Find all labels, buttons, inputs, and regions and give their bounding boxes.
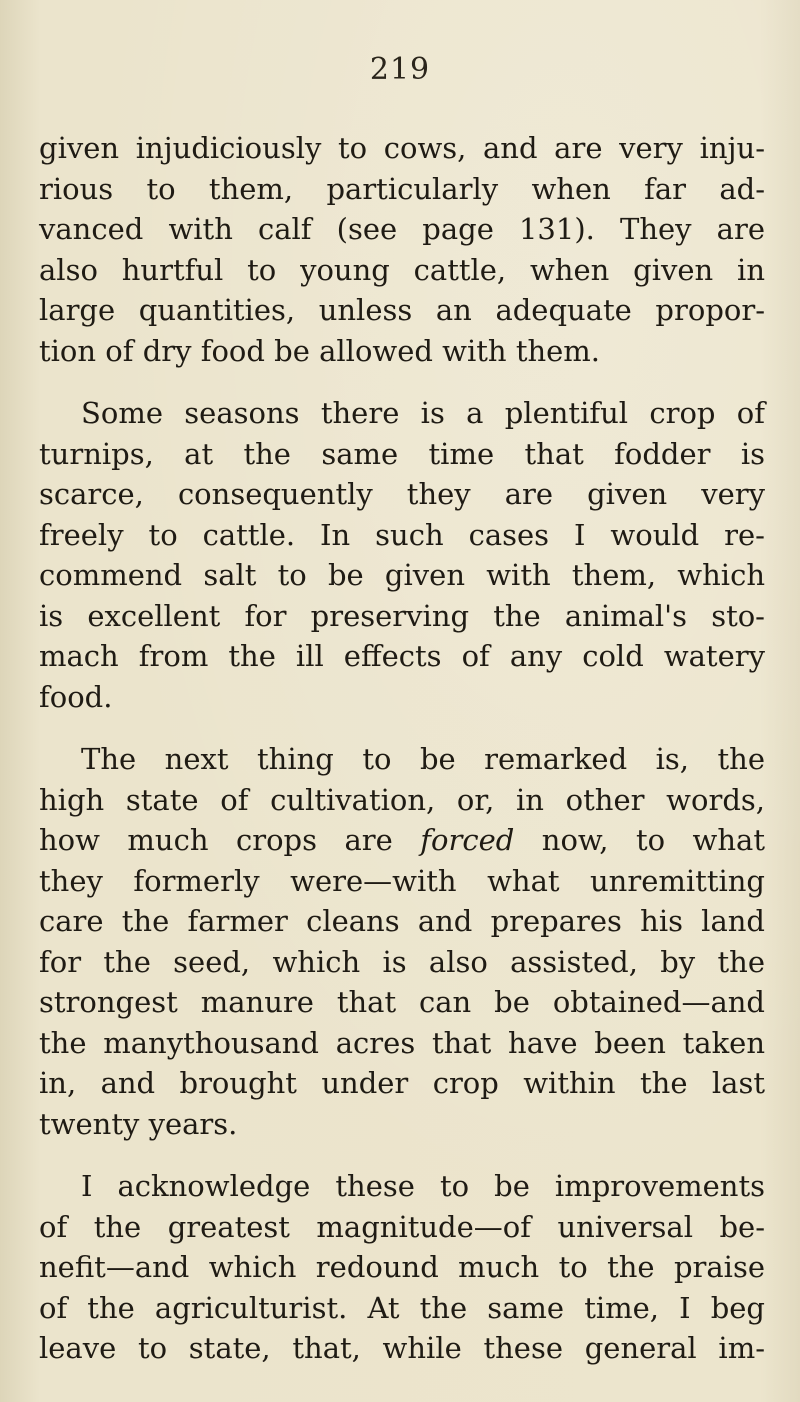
text-segment: how much crops are <box>39 823 421 857</box>
text-line: leave to state, that, while these general im- <box>39 1331 765 1365</box>
text-line: also hurtful to young cattle, when given in <box>39 252 765 287</box>
paragraph-3 <box>39 739 765 1144</box>
text-line: mach from the ill effects of any cold watery <box>39 639 765 673</box>
text-line: freely to cattle. In such cases I would re- <box>39 517 765 552</box>
text-line: is excellent for preserving the animal's sto- <box>39 598 765 633</box>
text-line: they formerly were—with what unremitting <box>39 863 765 898</box>
italic-word-forced: forced <box>420 823 515 857</box>
paragraph-4 <box>39 1166 765 1369</box>
text-line-with-italic <box>39 820 765 861</box>
text-line: food. <box>39 679 113 714</box>
text-line: Some seasons there is a plentiful crop of <box>81 396 765 430</box>
text-line: large quantities, unless an adequate propor- <box>39 293 765 327</box>
text-line: turnips, at the same time that fodder is <box>39 436 765 471</box>
text-line: I acknowledge these to be improvements <box>81 1169 765 1203</box>
text-line: scarce, consequently they are given very <box>39 477 765 511</box>
body-text <box>39 128 765 1391</box>
text-line: rious to them, particularly when far ad- <box>39 171 765 206</box>
paragraph-1 <box>39 128 765 371</box>
text-line: high state of cultivation, or, in other words, <box>39 782 765 817</box>
text-line: of the agriculturist. At the same time, I beg <box>39 1290 765 1325</box>
text-line: nefit—and which redound much to the praise <box>39 1250 765 1284</box>
text-line: The next thing to be remarked is, the <box>81 742 765 776</box>
text-line: in, and brought under crop within the last <box>39 1066 765 1100</box>
paragraph-2 <box>39 393 765 717</box>
text-line: commend salt to be given with them, which <box>39 558 765 592</box>
text-segment: now, to what <box>514 823 765 857</box>
text-line: vanced with calf (see page 131). They are <box>39 212 765 246</box>
page-number: 219 <box>369 52 431 87</box>
text-line: of the greatest magnitude—of universal be- <box>39 1209 765 1244</box>
text-line: twenty years. <box>39 1106 238 1141</box>
text-line: the manythousand acres that have been taken <box>39 1025 765 1060</box>
text-line: given injudiciously to cows, and are very inju- <box>39 131 765 165</box>
text-line: care the farmer cleans and prepares his land <box>39 904 765 938</box>
text-line: tion of dry food be allowed with them. <box>39 333 601 368</box>
text-line: strongest manure that can be obtained—and <box>39 985 765 1019</box>
text-line: for the seed, which is also assisted, by the <box>39 944 765 979</box>
